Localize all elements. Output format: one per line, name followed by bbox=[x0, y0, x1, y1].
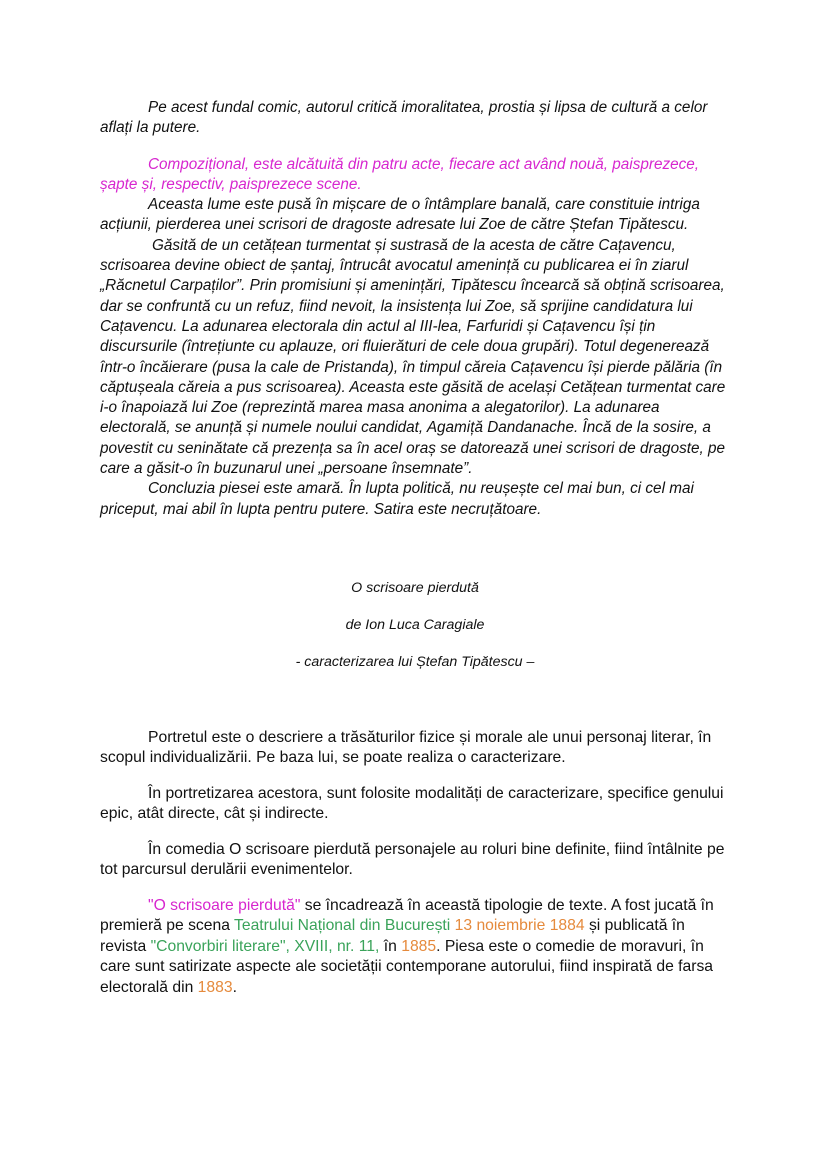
document-page bbox=[100, 98, 730, 998]
paragraph-comedia: În comedia O scrisoare pierdută personajele au roluri bine definite, fiind întâlnite pe tot parcursul derulării evenimentelor. bbox=[100, 840, 725, 879]
magazine-name: "Convorbiri literare", XVIII, nr. 11, bbox=[150, 937, 380, 955]
heading-title: O scrisoare pierdută bbox=[351, 579, 479, 596]
heading-author: de Ion Luca Caragiale bbox=[345, 616, 485, 633]
paragraph-intriga: Aceasta lume este pusă în mișcare de o întâmplare banală, care constituie intriga acțiunii, pierderea unei scrisori de dragoste adresate lui Zoe de către Ștefan Tipătescu. bbox=[100, 196, 700, 234]
paragraph-portretizarea: În portretizarea acestora, sunt folosite modalități de caracterizare, specifice genului epic, atât directe, cât și indirecte. bbox=[100, 784, 724, 823]
heading-subtitle: - caracterizarea lui Ștefan Tipătescu – bbox=[295, 653, 535, 670]
theatre-name: Teatrului Național din București bbox=[234, 917, 451, 935]
premiere-date: 13 noiembrie 1884 bbox=[454, 917, 585, 935]
paragraph-premiera: "O scrisoare pierdută" se încadrează în această tipologie de texte. A fost jucată în premieră pe scena Teatrului Național din București 13 noiembrie 1884 și publicată în revista "Convorbiri literare", XVIII, nr. 11, în 1885. Piesa este o comedie de moravuri, în care sunt satirizate aspecte ale societății contemporane autorului, fiind inspirată de farsa electorală din 1883. bbox=[100, 896, 714, 996]
paragraph-actiune: Găsită de un cetățean turmentat și sustrasă de la acesta de către Cațavencu, scrisoarea devine obiect de șantaj, întrucât avocatul amenință cu publicarea ei în ziarul „Răcnetul Carpaților”. Prin promisiuni și amenințări, Tipătescu încearcă să obțină scrisoarea, dar se confruntă cu un refuz, fiind nevoit, la insistența lui Zoe, să sprijine candidatura lui Cațavencu. La adunarea electorala din actul al III-lea, Farfuridi și Cațavencu își țin discursurile (întrețiunte cu aplauze, ori fluierături de cele doua grupări). Totul degenerează într-o încăierare (pusa la cale de Pristanda), în timpul căreia Cațavencu își pierde pălăria (în căptușeala căreia a pus scrisoarea). Aceasta este găsită de același Cetățean turmentat care i-o înapoiază lui Zoe (reprezintă marea masa anonima a alegatorilor). La adunarea electorală, se anunță și numele noului candidat, Agamiță Dandanache. Încă de la sosire, a povestit cu seninătate că prezența sa în acel oraș se datorează unei scrisori de dragoste, pe care a găsit-o în buzunarul unei „persoane însemnate”. bbox=[100, 236, 726, 478]
paragraph-compozitional: Compozițional, este alcătuită din patru acte, fiecare act având nouă, paisprezece, șapte și, respectiv, paisprezece scene. bbox=[100, 155, 700, 193]
paragraph-concluzia: Concluzia piesei este amară. În lupta politică, nu reușește cel mai bun, ci cel mai priceput, mai abil în lupta pentru putere. Satira este necruțătoare. bbox=[100, 480, 694, 518]
paragraph-fundal-comic: Pe acest fundal comic, autorul critică imoralitatea, prostia și lipsa de cultură a celor aflați la putere. bbox=[100, 99, 708, 137]
publication-year: 1885 bbox=[401, 937, 437, 955]
farce-year: 1883 bbox=[197, 978, 233, 996]
paragraph-portretul: Portretul este o descriere a trăsăturilor fizice și morale ale unui personaj literar, în scopul individualizării. Pe baza lui, se poate realiza o caracterizare. bbox=[100, 728, 712, 767]
work-title-highlight: "O scrisoare pierdută" bbox=[148, 896, 301, 914]
